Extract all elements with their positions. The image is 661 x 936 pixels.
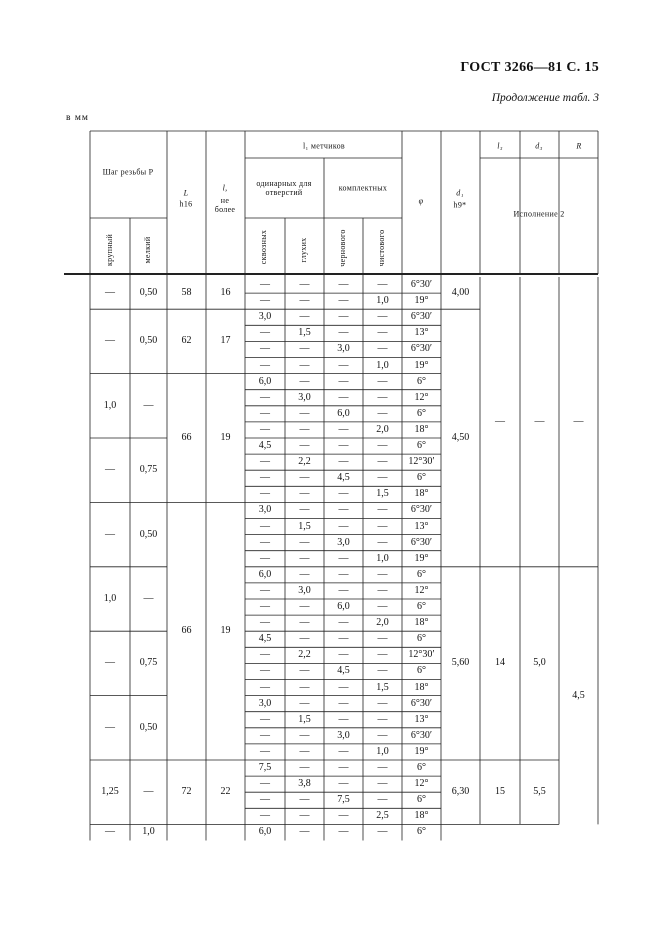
cell-rough: 3,0	[337, 343, 350, 355]
cell-blind: 1,5	[298, 327, 311, 339]
cell-phi: 13°	[414, 327, 429, 339]
cell-through: 4,5	[258, 633, 272, 645]
cell-rough: —	[338, 810, 349, 822]
cell-finish: —	[377, 311, 388, 323]
cell-through: —	[260, 794, 270, 806]
cell-through: 4,5	[258, 440, 272, 452]
document-header: ГОСТ 3266—81 С. 15	[460, 60, 599, 75]
cell-rough: —	[338, 456, 349, 468]
cell-phi: 19°	[414, 745, 429, 757]
cell-through: 3,0	[258, 311, 272, 323]
cell-d3: 5,0	[533, 657, 546, 669]
cell-finish: 1,0	[376, 552, 389, 564]
header-complete: комплектных	[338, 183, 388, 193]
cell-rough: —	[338, 504, 349, 516]
cell-through: 6,0	[258, 826, 272, 838]
cell-l3: 14	[495, 657, 505, 669]
cell-d1: 4,50	[451, 432, 470, 443]
cell-finish: 1,5	[376, 681, 389, 693]
cell-blind: —	[299, 295, 310, 307]
cell-blind: —	[299, 359, 310, 371]
cell-through: —	[260, 279, 270, 291]
cell-rough: —	[338, 584, 349, 596]
cell-coarse-pitch: 1,0	[103, 593, 117, 604]
cell-finish: —	[377, 440, 388, 452]
cell-coarse-pitch: —	[105, 826, 115, 838]
cell-l: 22	[220, 786, 231, 798]
cell-finish: —	[377, 762, 388, 774]
cell-blind: —	[299, 810, 310, 822]
cell-rough: —	[338, 633, 349, 645]
cell-blind: —	[299, 311, 310, 323]
cell-blind: 2,2	[298, 649, 311, 661]
cell-d1: 6,30	[451, 786, 470, 798]
cell-through: 7,5	[258, 762, 272, 774]
cell-finish: —	[377, 343, 388, 355]
cell-through: —	[260, 536, 270, 548]
cell-blind: —	[299, 633, 310, 645]
cell-blind: 1,5	[298, 520, 311, 532]
header-fine: мелкий	[143, 236, 152, 264]
cell-phi: 6°30′	[410, 504, 433, 516]
cell-phi: 12°	[414, 584, 429, 596]
cell-blind: 2,2	[298, 456, 311, 468]
cell-finish: —	[377, 826, 388, 838]
cell-phi: 6°	[417, 826, 426, 838]
cell-rough: —	[338, 295, 349, 307]
cell-rough: 6,0	[337, 407, 350, 419]
cell-phi: 6°	[417, 568, 426, 580]
table-continuation-note: Продолжение табл. 3	[491, 92, 599, 104]
cell-rough: —	[338, 327, 349, 339]
cell-finish: —	[377, 520, 388, 532]
cell-finish: —	[377, 633, 388, 645]
header-through: сквозных	[259, 229, 268, 265]
cell-rough: —	[338, 617, 349, 629]
cell-finish: 2,5	[376, 810, 389, 822]
cell-phi: 6°	[417, 440, 426, 452]
header-l1-group: l₁ метчиков	[303, 141, 345, 151]
cell-coarse-pitch: —	[105, 657, 115, 669]
header-version: Исполнение 2	[513, 209, 565, 219]
cell-phi: 12°30′	[408, 649, 435, 661]
cell-l3: —	[495, 415, 505, 427]
header-finish: чистового	[377, 229, 386, 267]
cell-through: —	[260, 649, 270, 661]
cell-finish: —	[377, 391, 388, 403]
cell-phi: 13°	[414, 713, 429, 725]
cell-rough: —	[338, 762, 349, 774]
cell-phi: 6°30′	[410, 697, 433, 709]
cell-phi: 6°	[417, 665, 426, 677]
cell-coarse-pitch: —	[105, 335, 115, 347]
cell-fine-pitch: 0,50	[139, 335, 158, 347]
cell-rough: —	[338, 568, 349, 580]
cell-coarse-pitch: —	[105, 464, 115, 476]
cell-through: —	[260, 423, 270, 435]
cell-phi: 6°	[417, 762, 426, 774]
cell-through: —	[260, 713, 270, 725]
cell-through: —	[260, 295, 270, 307]
cell-fine-pitch: —	[143, 593, 154, 604]
cell-phi: 19°	[414, 552, 429, 564]
cell-fine-pitch: 0,50	[139, 287, 158, 299]
cell-blind: 3,8	[298, 778, 311, 790]
cell-rough: —	[338, 375, 349, 387]
cell-through: —	[260, 617, 270, 629]
cell-blind: —	[299, 472, 310, 484]
cell-L: 58	[181, 287, 192, 299]
cell-blind: —	[299, 745, 310, 757]
cell-through: —	[260, 343, 270, 355]
cell-through: —	[260, 810, 270, 822]
cell-through: —	[260, 745, 270, 757]
cell-through: —	[260, 359, 270, 371]
cell-through: 3,0	[258, 697, 272, 709]
cell-phi: 6°	[417, 794, 426, 806]
cell-through: —	[260, 472, 270, 484]
cell-phi: 6°30′	[410, 343, 433, 355]
cell-finish: 2,0	[376, 617, 389, 629]
cell-finish: —	[377, 729, 388, 741]
cell-fine-pitch: 0,75	[139, 657, 158, 669]
cell-phi: 6°30′	[410, 536, 433, 548]
cell-rough: —	[338, 826, 349, 838]
cell-phi: 6°30′	[410, 279, 433, 291]
cell-rough: 3,0	[337, 729, 350, 741]
header-d1-tolerance: h9*	[453, 200, 467, 210]
cell-finish: —	[377, 665, 388, 677]
cell-l: 19	[220, 625, 231, 637]
cell-rough: —	[338, 649, 349, 661]
cell-finish: 1,0	[376, 745, 389, 757]
cell-finish: —	[377, 649, 388, 661]
cell-blind: —	[299, 826, 310, 838]
cell-blind: —	[299, 407, 310, 419]
cell-finish: —	[377, 456, 388, 468]
cell-through: —	[260, 520, 270, 532]
cell-phi: 6°	[417, 601, 426, 613]
cell-phi: 13°	[414, 520, 429, 532]
cell-through: —	[260, 681, 270, 693]
cell-phi: 6°30′	[410, 311, 433, 323]
cell-rough: 7,5	[337, 794, 350, 806]
cell-rough: —	[338, 488, 349, 500]
cell-finish: —	[377, 279, 388, 291]
cell-blind: —	[299, 423, 310, 435]
cell-rough: —	[338, 745, 349, 757]
header-L-tolerance: h16	[179, 199, 193, 209]
cell-rough: 4,5	[337, 472, 350, 484]
cell-finish: 1,0	[376, 359, 389, 371]
cell-d3: —	[534, 415, 545, 427]
cell-phi: 6°	[417, 375, 426, 387]
cell-rough: —	[338, 713, 349, 725]
cell-finish: —	[377, 778, 388, 790]
cell-l: 17	[220, 335, 231, 347]
cell-L: 62	[181, 335, 192, 347]
cell-rough: —	[338, 311, 349, 323]
cell-rough: —	[338, 359, 349, 371]
cell-blind: —	[299, 552, 310, 564]
cell-finish: —	[377, 327, 388, 339]
cell-through: —	[260, 456, 270, 468]
cell-l: 16	[220, 287, 231, 299]
header-l: l,	[222, 183, 228, 193]
cell-blind: —	[299, 375, 310, 387]
cell-finish: —	[377, 407, 388, 419]
header-L: L	[183, 188, 189, 198]
cell-finish: 1,0	[376, 295, 389, 307]
cell-R: 4,5	[572, 689, 585, 701]
cell-phi: 12°	[414, 778, 429, 790]
cell-rough: —	[338, 423, 349, 435]
cell-phi: 6°	[417, 472, 426, 484]
cell-d1: 5,60	[451, 657, 470, 669]
cell-phi: 19°	[414, 295, 429, 307]
cell-phi: 18°	[414, 488, 429, 500]
cell-L: 66	[181, 432, 192, 443]
cell-blind: —	[299, 488, 310, 500]
cell-through: 6,0	[258, 568, 272, 580]
cell-phi: 18°	[414, 681, 429, 693]
cell-through: —	[260, 391, 270, 403]
cell-finish: 2,0	[376, 423, 389, 435]
cell-through: —	[260, 407, 270, 419]
header-coarse: крупный	[105, 233, 114, 267]
cell-R: —	[573, 415, 584, 427]
cell-fine-pitch: —	[143, 786, 154, 798]
header-d1: d₁	[456, 188, 464, 198]
cell-blind: —	[299, 504, 310, 516]
header-R: R	[576, 141, 582, 151]
cell-finish: —	[377, 472, 388, 484]
cell-through: —	[260, 552, 270, 564]
cell-rough: —	[338, 778, 349, 790]
cell-through: 6,0	[258, 375, 272, 387]
cell-blind: —	[299, 681, 310, 693]
cell-coarse-pitch: 1,25	[101, 786, 119, 798]
cell-phi: 18°	[414, 810, 429, 822]
header-blind: глухих	[299, 237, 308, 263]
cell-blind: 3,0	[298, 584, 311, 596]
cell-phi: 6°30′	[410, 729, 433, 741]
cell-blind: —	[299, 729, 310, 741]
cell-rough: —	[338, 391, 349, 403]
cell-L: 72	[181, 786, 192, 798]
cell-fine-pitch: 1,0	[142, 826, 155, 838]
cell-coarse-pitch: —	[105, 528, 115, 540]
cell-rough: —	[338, 440, 349, 452]
cell-through: —	[260, 601, 270, 613]
cell-through: 3,0	[258, 504, 272, 516]
cell-blind: —	[299, 665, 310, 677]
cell-rough: —	[338, 697, 349, 709]
cell-finish: —	[377, 713, 388, 725]
cell-finish: —	[377, 794, 388, 806]
cell-blind: —	[299, 697, 310, 709]
cell-fine-pitch: 0,50	[139, 528, 158, 540]
cell-blind: —	[299, 617, 310, 629]
cell-rough: 3,0	[337, 536, 350, 548]
cell-rough: 6,0	[337, 601, 350, 613]
cell-finish: —	[377, 584, 388, 596]
cell-phi: 18°	[414, 617, 429, 629]
header-l-note: не более	[214, 195, 236, 214]
cell-rough: 4,5	[337, 665, 350, 677]
cell-blind: —	[299, 440, 310, 452]
cell-rough: —	[338, 520, 349, 532]
cell-coarse-pitch: —	[105, 287, 115, 299]
header-pitch: Шаг резьбы P	[102, 167, 154, 177]
header-phi: φ	[418, 196, 424, 206]
header-l3: l₃	[497, 141, 503, 151]
cell-blind: 3,0	[298, 391, 311, 403]
cell-through: —	[260, 488, 270, 500]
cell-blind: —	[299, 343, 310, 355]
cell-l3: 15	[495, 786, 505, 798]
cell-through: —	[260, 778, 270, 790]
header-single: одинарных для отверстий	[256, 178, 312, 197]
cell-blind: 1,5	[298, 713, 311, 725]
cell-phi: 6°	[417, 633, 426, 645]
cell-fine-pitch: 0,50	[139, 721, 158, 733]
cell-finish: —	[377, 568, 388, 580]
cell-finish: —	[377, 697, 388, 709]
cell-finish: —	[377, 504, 388, 516]
cell-finish: —	[377, 536, 388, 548]
cell-phi: 12°	[414, 391, 429, 403]
cell-blind: —	[299, 601, 310, 613]
cell-phi: 19°	[414, 359, 429, 371]
cell-blind: —	[299, 568, 310, 580]
cell-phi: 6°	[417, 407, 426, 419]
header-d3: d₃	[535, 141, 543, 151]
cell-d3: 5,5	[533, 786, 546, 798]
cell-d1: 4,00	[451, 287, 470, 299]
cell-phi: 18°	[414, 423, 429, 435]
cell-rough: —	[338, 279, 349, 291]
cell-through: —	[260, 327, 270, 339]
cell-finish: 1,5	[376, 488, 389, 500]
cell-through: —	[260, 729, 270, 741]
cell-blind: —	[299, 794, 310, 806]
units-label: в мм	[66, 113, 89, 123]
cell-blind: —	[299, 536, 310, 548]
cell-coarse-pitch: —	[105, 721, 115, 733]
cell-blind: —	[299, 762, 310, 774]
cell-rough: —	[338, 552, 349, 564]
cell-L: 66	[181, 625, 192, 637]
cell-rough: —	[338, 681, 349, 693]
cell-coarse-pitch: 1,0	[103, 399, 117, 411]
cell-fine-pitch: 0,75	[139, 464, 158, 476]
cell-finish: —	[377, 601, 388, 613]
cell-through: —	[260, 665, 270, 677]
cell-through: —	[260, 584, 270, 596]
cell-phi: 12°30′	[408, 456, 435, 468]
cell-blind: —	[299, 279, 310, 291]
cell-finish: —	[377, 375, 388, 387]
header-rough: чернового	[338, 229, 347, 267]
cell-l: 19	[220, 432, 231, 443]
cell-fine-pitch: —	[143, 399, 154, 411]
